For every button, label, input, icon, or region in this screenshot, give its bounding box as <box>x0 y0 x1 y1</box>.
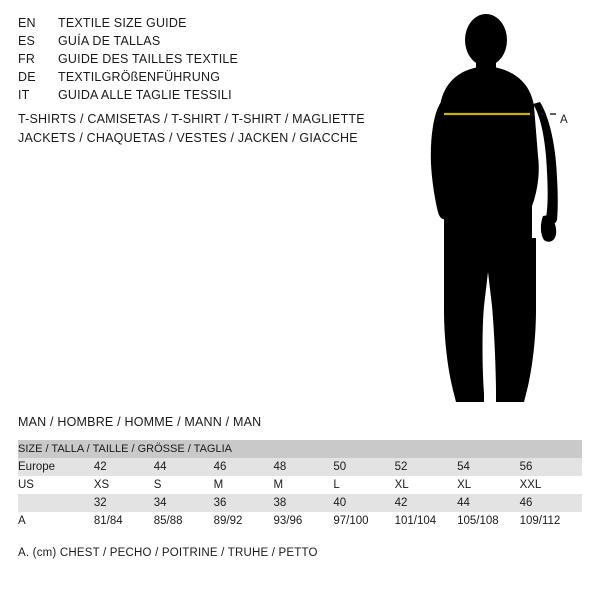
row-label: Europe <box>18 458 94 476</box>
cell: 46 <box>520 494 582 512</box>
language-text: GUÍA DE TALLAS <box>58 34 161 48</box>
language-text: GUIDE DES TAILLES TEXTILE <box>58 52 239 66</box>
cell: 52 <box>395 458 458 476</box>
language-row <box>18 34 378 52</box>
cell: XL <box>457 476 520 494</box>
cell: 105/108 <box>457 512 520 530</box>
cell: 32 <box>94 494 154 512</box>
language-code: DE <box>18 70 36 84</box>
language-header-block <box>18 16 378 106</box>
row-label: A <box>18 512 94 530</box>
cell: 42 <box>395 494 458 512</box>
cell: M <box>273 476 333 494</box>
language-text: TEXTILGRÖßENFÜHRUNG <box>58 70 221 84</box>
table-row <box>18 494 582 512</box>
cell: 101/104 <box>395 512 458 530</box>
cell: 89/92 <box>214 512 274 530</box>
language-row <box>18 16 378 34</box>
language-text: TEXTILE SIZE GUIDE <box>58 16 187 30</box>
cell: 97/100 <box>333 512 394 530</box>
language-code: FR <box>18 52 36 66</box>
cell: M <box>214 476 274 494</box>
measure-label-a: A <box>560 114 569 126</box>
language-row <box>18 88 378 106</box>
cell: XS <box>94 476 154 494</box>
category-block <box>18 110 438 148</box>
table-row <box>18 512 582 530</box>
cell: 36 <box>214 494 274 512</box>
cell: 44 <box>457 494 520 512</box>
language-text: GUIDA ALLE TAGLIE TESSILI <box>58 88 232 102</box>
table-header-label: SIZE / TALLA / TAILLE / GRÖSSE / TAGLIA <box>18 440 582 458</box>
language-code: ES <box>18 34 36 48</box>
cell: 93/96 <box>273 512 333 530</box>
cell: 81/84 <box>94 512 154 530</box>
table-row <box>18 476 582 494</box>
language-row <box>18 70 378 88</box>
language-row <box>18 52 378 70</box>
category-line-jackets: JACKETS / CHAQUETAS / VESTES / JACKEN / GIACCHE <box>18 131 358 145</box>
cell: S <box>154 476 214 494</box>
man-silhouette-icon <box>400 10 600 410</box>
table-title: MAN / HOMBRE / HOMME / MANN / MAN <box>18 415 262 429</box>
cell: 38 <box>273 494 333 512</box>
category-line-tshirts: T-SHIRTS / CAMISETAS / T-SHIRT / T-SHIRT / MAGLIETTE <box>18 112 365 126</box>
row-label <box>18 494 94 512</box>
cell: 40 <box>333 494 394 512</box>
table-header-row <box>18 440 582 458</box>
cell: XL <box>395 476 458 494</box>
cell: 50 <box>333 458 394 476</box>
cell: L <box>333 476 394 494</box>
table-footnote: A. (cm) CHEST / PECHO / POITRINE / TRUHE / PETTO <box>18 547 318 559</box>
size-table <box>18 440 582 530</box>
cell: 44 <box>154 458 214 476</box>
language-code: EN <box>18 16 36 30</box>
cell: 85/88 <box>154 512 214 530</box>
cell: 34 <box>154 494 214 512</box>
cell: 42 <box>94 458 154 476</box>
table-row <box>18 458 582 476</box>
cell: 46 <box>214 458 274 476</box>
cell: 54 <box>457 458 520 476</box>
cell: XXL <box>520 476 582 494</box>
body-figure <box>400 10 600 410</box>
cell: 109/112 <box>520 512 582 530</box>
language-code: IT <box>18 88 30 102</box>
cell: 56 <box>520 458 582 476</box>
cell: 48 <box>273 458 333 476</box>
row-label: US <box>18 476 94 494</box>
